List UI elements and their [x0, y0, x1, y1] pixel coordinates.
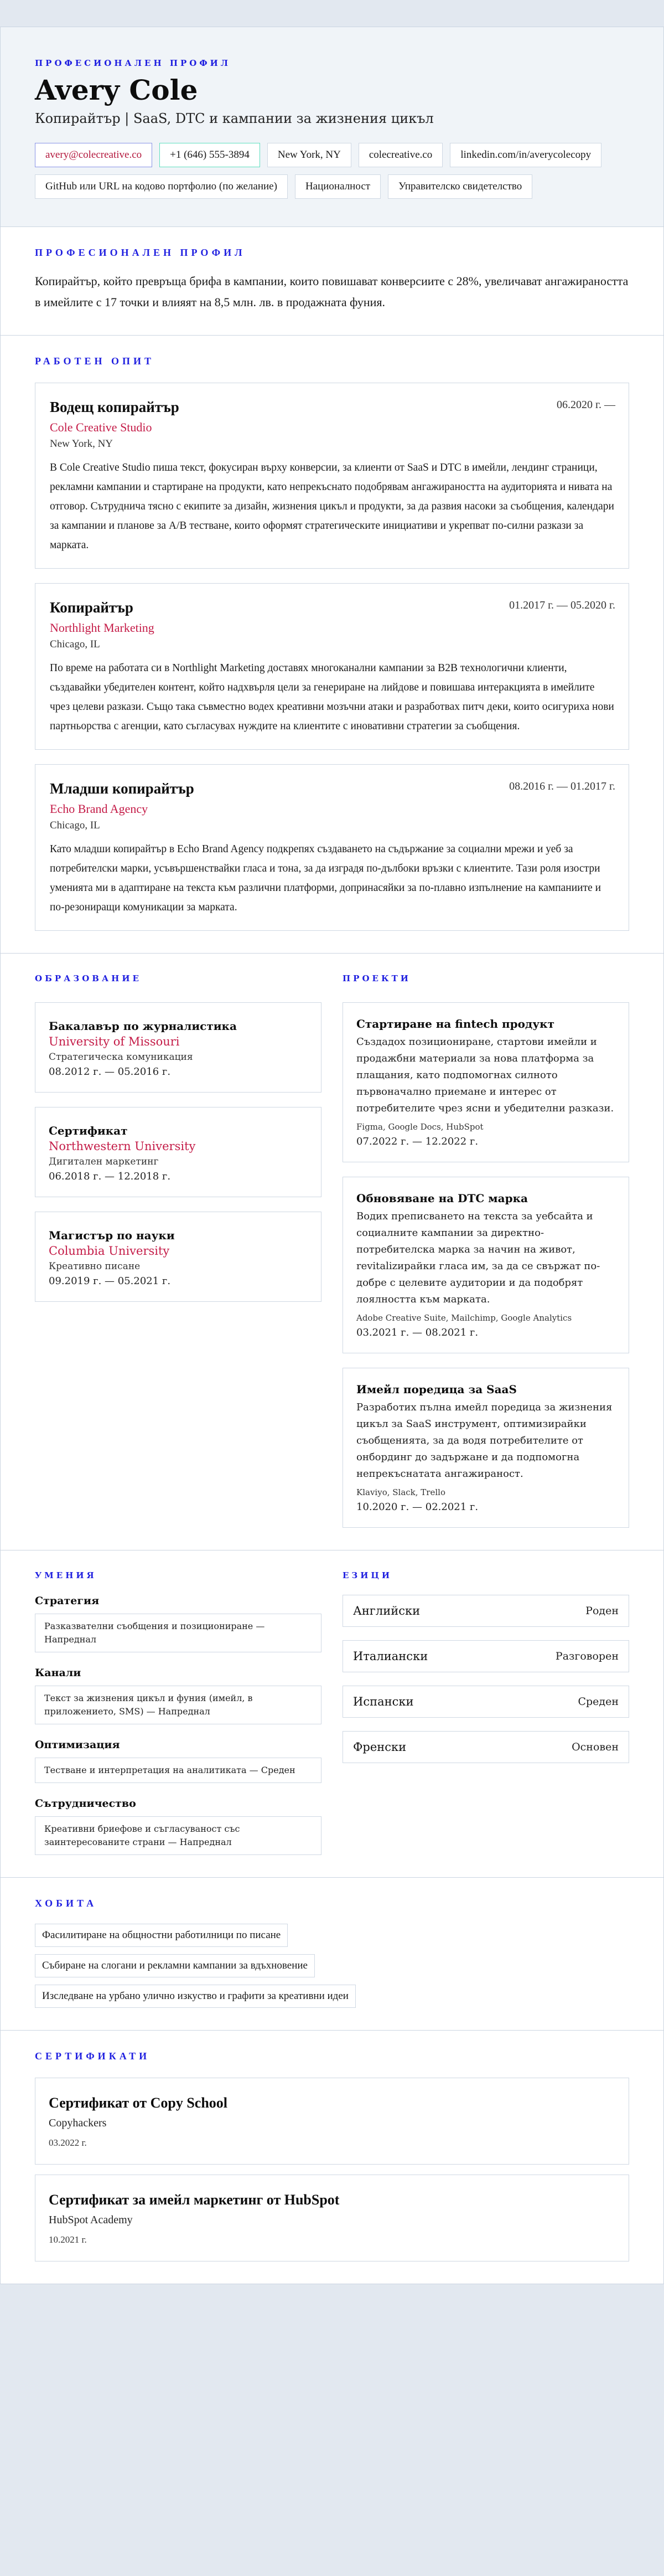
degree: Бакалавър по журналистика [49, 1019, 237, 1033]
skill-category: Сътрудничество [35, 1797, 136, 1810]
project-item [343, 1177, 629, 1353]
school: University of Missouri [49, 1034, 180, 1048]
company-name: Echo Brand Agency [50, 801, 148, 816]
hobbies-section [1, 1878, 663, 2031]
certificate-item [35, 2175, 629, 2261]
resume-header [1, 27, 663, 227]
email-chip[interactable]: avery@colecreative.co [35, 143, 152, 167]
skill-category: Стратегия [35, 1594, 100, 1607]
certificate-item [35, 2078, 629, 2165]
skills-column [35, 1570, 321, 1855]
github-chip[interactable]: GitHub или URL на кодово портфолио (по желание) [35, 174, 288, 199]
projects-column [343, 973, 629, 1528]
summary-heading: ПРОФЕСИОНАЛЕН ПРОФИЛ [35, 246, 246, 258]
candidate-name: Avery Cole [35, 74, 198, 106]
job-description: Като младши копирайтър в Echo Brand Agency подкрепях създаването на съдържание за социални мрежи и уеб за потребителски марки, усъвършенствайки гласа и тона, за да изградя по-дълбоки връзки с клиентите. Тази роля изостри уменията ми в адаптиране на текста към различни платформи, допринасяйки за по-плавно изпълнение на кампаниите и по-резониращи комуникации за марката. [50, 843, 601, 913]
project-title: Стартиране на fintech продукт [356, 1017, 554, 1031]
experience-item [35, 764, 629, 931]
experience-heading: РАБОТЕН ОПИТ [35, 355, 154, 367]
job-dates: 01.2017 г. — 05.2020 г. [509, 599, 615, 611]
skill-category: Канали [35, 1666, 81, 1679]
skill-category: Оптимизация [35, 1738, 120, 1751]
certificate-issuer: HubSpot Academy [49, 2213, 133, 2226]
job-description: В Cole Creative Studio пиша текст, фокусиран върху конверсии, за клиенти от SaaS и DTC в имейли, лендинг страници, рекламни кампании и стартиране на продукти, като непрекъснато подобрявам ангажираността на аудиторията и нивата на отговор. Сътруднича тясно с екипите за дизайн, жизнения цикъл и продукти, за да развия насоки за съобщения, календари за кампании и планове за A/B тестване, които оформят стратегическите инициативи и укрепват по-силни разкази за марката. [50, 461, 614, 551]
field-of-study: Стратегическа комуникация [49, 1051, 193, 1063]
job-title: Водещ копирайтър [50, 398, 179, 415]
language-item [343, 1686, 629, 1718]
language-item [343, 1640, 629, 1672]
education-item [35, 1212, 321, 1302]
experience-item [35, 383, 629, 569]
certificate-title: Сертификат от Copy School [49, 2094, 228, 2111]
nationality-chip: Националност [295, 174, 381, 199]
hobby-item: Изследване на урбано улично изкуство и графити за креативни идеи [35, 1985, 356, 2008]
school: Northwestern University [49, 1139, 196, 1153]
degree: Магистър по науки [49, 1228, 175, 1242]
education-column [35, 973, 321, 1528]
skill-item: Разказвателни съобщения и позициониране — Напреднал [35, 1614, 321, 1652]
candidate-tagline: Копирайтър | SaaS, DTC и кампании за жизнения цикъл [35, 110, 434, 126]
certificates-heading: СЕРТИФИКАТИ [35, 2050, 151, 2062]
linkedin-chip[interactable]: linkedin.com/in/averycolecopy [450, 143, 601, 167]
hobby-list [35, 1924, 629, 2008]
certificate-date: 10.2021 г. [49, 2234, 87, 2245]
skill-item: Текст за жизнения цикъл и фуния (имейл, в приложението, SMS) — Напреднал [35, 1686, 321, 1724]
language-level: Основен [572, 1740, 619, 1753]
education-item [35, 1002, 321, 1093]
project-title: Обновяване на DTC марка [356, 1191, 528, 1205]
license-chip: Управителско свидетелство [388, 174, 532, 199]
summary-text: Копирайтър, който превръща брифа в кампании, които повишават конверсиите с 28%, увеличават ангажираността в имейлите с 17 точки и влияят на 8,5 млн. лв. в продажната фуния. [35, 274, 629, 309]
job-dates: 06.2020 г. — [557, 398, 615, 411]
contact-chips [35, 143, 621, 199]
website-chip[interactable]: colecreative.co [359, 143, 443, 167]
skill-item: Тестване и интерпретация на аналитиката — Среден [35, 1758, 321, 1783]
job-location: Chicago, IL [50, 819, 100, 831]
skills-heading: УМЕНИЯ [35, 1570, 97, 1580]
education-item [35, 1107, 321, 1197]
project-description: Създадох позициониране, стартови имейли и продажбни материали за нова платформа за плащания, като подпомогнах силното първоначално приемане и интерес от потребителите чрез ясни и убедителни разкази. [356, 1035, 614, 1114]
project-dates: 07.2022 г. — 12.2022 г. [356, 1135, 479, 1147]
job-location: Chicago, IL [50, 638, 100, 650]
certificate-date: 03.2022 г. [49, 2137, 87, 2148]
projects-heading: ПРОЕКТИ [343, 973, 411, 983]
language-name: Френски [353, 1740, 407, 1754]
phone-chip[interactable]: +1 (646) 555-3894 [159, 143, 260, 167]
project-dates: 10.2020 г. — 02.2021 г. [356, 1501, 479, 1513]
project-item [343, 1368, 629, 1528]
experience-section [1, 336, 663, 954]
hobby-item: Събиране на слогани и рекламни кампании за вдъхновение [35, 1954, 315, 1977]
education-dates: 06.2018 г. — 12.2018 г. [49, 1170, 171, 1182]
certificate-title: Сертификат за имейл маркетинг от HubSpot [49, 2191, 340, 2208]
education-heading: ОБРАЗОВАНИЕ [35, 973, 142, 983]
project-dates: 03.2021 г. — 08.2021 г. [356, 1326, 479, 1338]
education-dates: 08.2012 г. — 05.2016 г. [49, 1065, 171, 1078]
education-dates: 09.2019 г. — 05.2021 г. [49, 1275, 171, 1287]
project-description: Водих преписването на текста за уебсайта и социалните кампании за директно-потребителска марка за начин на живот, revitalizирайки гласа им, за да се свържат по-добре с целевите аудитории и да подобрят лоялността към марката. [356, 1210, 600, 1305]
field-of-study: Дигитален маркетинг [49, 1156, 159, 1167]
language-level: Среден [578, 1695, 619, 1708]
language-name: Испански [353, 1694, 414, 1708]
field-of-study: Креативно писане [49, 1260, 141, 1272]
experience-item [35, 583, 629, 750]
project-tools: Adobe Creative Suite, Mailchimp, Google Analytics [356, 1312, 572, 1323]
school: Columbia University [49, 1244, 170, 1258]
language-level: Роден [585, 1604, 619, 1617]
education-projects-section [1, 954, 663, 1550]
languages-heading: ЕЗИЦИ [343, 1570, 393, 1580]
project-item [343, 1002, 629, 1162]
header-label: ПРОФЕСИОНАЛЕН ПРОФИЛ [35, 58, 231, 68]
project-tools: Klaviyo, Slack, Trello [356, 1487, 445, 1497]
project-title: Имейл поредица за SaaS [356, 1382, 517, 1396]
language-item [343, 1731, 629, 1763]
company-name: Northlight Marketing [50, 620, 154, 635]
languages-column [343, 1570, 629, 1855]
language-level: Разговорен [555, 1650, 619, 1662]
skill-item: Креативни бриефове и съгласуваност със заинтересованите страни — Напреднал [35, 1816, 321, 1855]
job-title: Младши копирайтър [50, 780, 194, 797]
job-dates: 08.2016 г. — 01.2017 г. [509, 780, 615, 792]
resume-page [0, 27, 664, 2284]
summary-section [1, 227, 663, 336]
project-tools: Figma, Google Docs, HubSpot [356, 1121, 484, 1132]
language-item [343, 1595, 629, 1627]
project-description: Разработих пълна имейл поредица за жизнения цикъл за SaaS инструмент, оптимизирайки съобщенията, за да водя потребителите от онбординг до задържане и да подпомогна непрекъснатата ангажираност. [356, 1401, 613, 1480]
skills-languages-section [1, 1550, 663, 1878]
hobby-item: Фасилитиране на общностни работилници по писане [35, 1924, 288, 1947]
certificate-issuer: Copyhackers [49, 2116, 107, 2129]
job-location: New York, NY [50, 437, 113, 450]
company-name: Cole Creative Studio [50, 420, 152, 434]
certificates-section [1, 2031, 663, 2284]
location-chip: New York, NY [267, 143, 351, 167]
degree: Сертификат [49, 1124, 128, 1137]
language-name: Английски [353, 1604, 421, 1617]
hobbies-heading: ХОБИТА [35, 1897, 97, 1909]
job-title: Копирайтър [50, 599, 133, 616]
language-name: Италиански [353, 1649, 428, 1663]
job-description: По време на работата си в Northlight Marketing доставях многоканални кампании за B2B технологични клиенти, създавайки убедителен контент, който надхвърля цели за генериране на лийдове и повишава интеракцията в имейлите чрез целеви разкази. Също така съвместно водех креативни мозъчни атаки и разработвах питч деки, които осигуриха нови партньорства с агенции, като съгласувах нуждите на клиентите с иновативни стратегии за съобщения. [50, 662, 614, 732]
